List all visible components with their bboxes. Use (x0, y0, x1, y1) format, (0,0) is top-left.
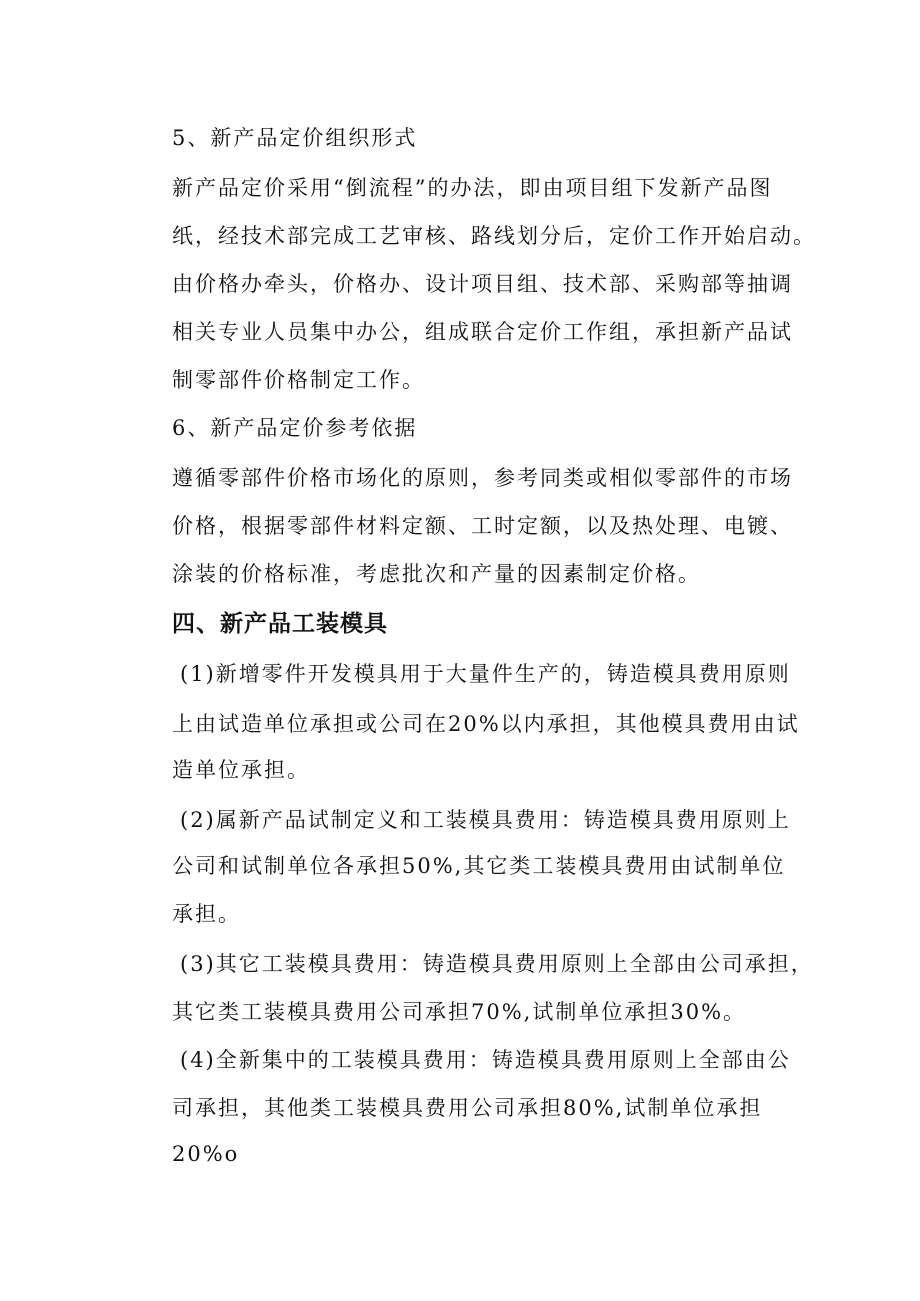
subheading-6: 6、新产品定价参考依据 (172, 416, 418, 440)
item-2-line: (2)属新产品试制定义和工装模具费用：铸造模具费用原则上 (180, 808, 791, 832)
paragraph-line: 涂装的价格标准，考虑批次和产量的因素制定价格。 (172, 562, 701, 586)
item-3-line: (3)其它工装模具费用：铸造模具费用原则上全部由公司承担， (180, 952, 814, 976)
item-4-line: 20%o (172, 1142, 240, 1166)
item-2-line: 公司和试制单位各承担50%,其它类工装模具费用由试制单位 (172, 854, 786, 878)
item-4-line: (4)全新集中的工装模具费用：铸造模具费用原则上全部由公 (180, 1048, 791, 1072)
item-4-line: 司承担，其他类工装模具费用公司承担80%,试制单位承担 (172, 1096, 763, 1120)
paragraph-line: 价格，根据零部件材料定额、工时定额，以及热处理、电镀、 (172, 514, 793, 538)
item-3-line: 其它类工装模具费用公司承担70%,试制单位承担30%。 (172, 1000, 747, 1024)
item-1-line: 造单位承担。 (172, 758, 310, 782)
section-heading-4: 四、新产品工装模具 (172, 611, 388, 637)
paragraph-line: 纸，经技术部完成工艺审核、路线划分后，定价工作开始启动。 (172, 224, 816, 248)
item-1-line: 上由试造单位承担或公司在20%以内承担，其他模具费用由试 (172, 712, 800, 736)
paragraph-line: 新产品定价采用“倒流程”的办法，即由项目组下发新产品图 (172, 176, 773, 200)
subheading-5: 5、新产品定价组织形式 (172, 126, 418, 150)
paragraph-line: 制零部件价格制定工作。 (172, 368, 425, 392)
paragraph-line: 相关专业人员集中办公，组成联合定价工作组，承担新产品试 (172, 320, 793, 344)
paragraph-line: 遵循零部件价格市场化的原则，参考同类或相似零部件的市场 (172, 466, 793, 490)
item-2-line: 承担。 (172, 902, 241, 926)
item-1-line: (1)新增零件开发模具用于大量件生产的，铸造模具费用原则 (180, 662, 791, 686)
paragraph-line: 由价格办牵头，价格办、设计项目组、技术部、采购部等抽调 (172, 272, 793, 296)
